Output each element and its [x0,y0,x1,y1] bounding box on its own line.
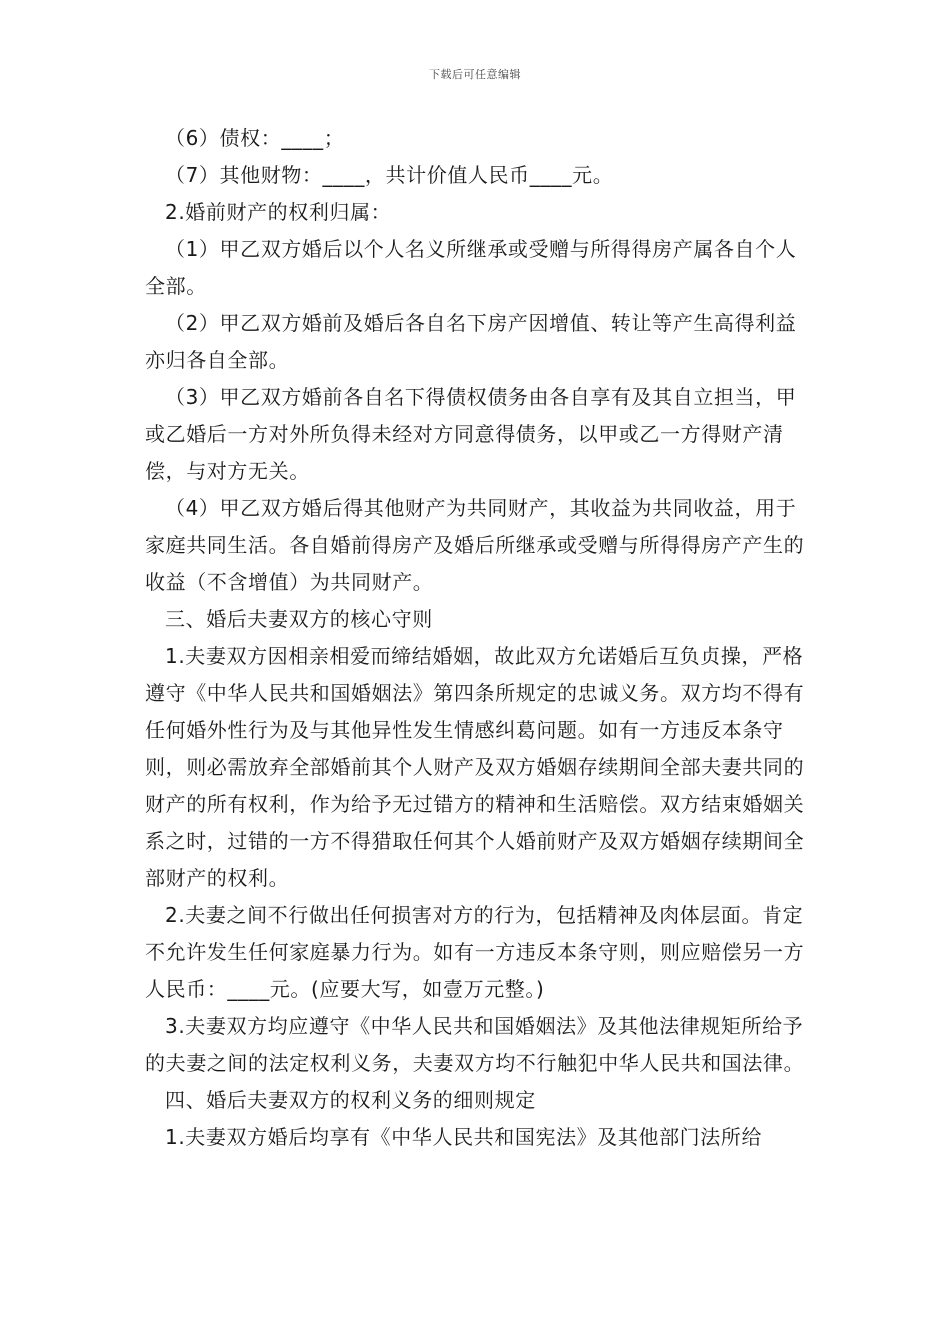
paragraph-clause-2: （2）甲乙双方婚前及婚后各自名下房产因增值、转让等产生高得利益亦归各自全部。 [145,311,797,372]
paragraph-rule-2: 2.夫妻之间不行做出任何损害对方的行为，包括精神及肉体层面。肯定不允许发生任何家庭暴力行为。如有一方违反本条守则，则应赔偿另一方人民币：____元。(应要大写，如壹万元整。) [145,903,805,1001]
paragraph-rule-3: 3.夫妻双方均应遵守《中华人民共和国婚姻法》及其他法律规矩所给予的夫妻之间的法定权利义务，夫妻双方均不行触犯中华人民共和国法律。 [145,1014,805,1075]
paragraph-other-property: （7）其他财物：____，共计价值人民币____元。 [165,163,614,187]
section-heading-rights-duties: 四、婚后夫妻双方的权利义务的细则规定 [165,1088,536,1112]
paragraph-clause-4: （4）甲乙双方婚后得其他财产为共同财产，其收益为共同收益，用于家庭共同生活。各自婚前得房产及婚后所继承或受赠与所得得房产产生的收益（不含增值）为共同财产。 [145,496,805,594]
paragraph-clause-1: （1）甲乙双方婚后以个人名义所继承或受赠与所得得房产属各自个人全部。 [145,237,797,298]
paragraph-premarital-ownership-heading: 2.婚前财产的权利归属： [165,200,392,224]
page-header: 下载后可任意编辑 [429,68,521,81]
document-body [145,120,815,1156]
paragraph-rights-1: 1.夫妻双方婚后均享有《中华人民共和国宪法》及其他部门法所给 [165,1125,763,1149]
section-heading-core-rules: 三、婚后夫妻双方的核心守则 [165,607,433,631]
paragraph-rule-1: 1.夫妻双方因相亲相爱而缔结婚姻，故此双方允诺婚后互负贞操，严格遵守《中华人民共和国婚姻法》第四条所规定的忠诚义务。双方均不得有任何婚外性行为及与其他异性发生情感纠葛问题。如有一方违反本条守则，则必需放弃全部婚前其个人财产及双方婚姻存续期间全部夫妻共同的财产的所有权利，作为给予无过错方的精神和生活赔偿。双方结束婚姻关系之时，过错的一方不得猎取任何其个人婚前财产及双方婚姻存续期间全部财产的权利。 [145,644,805,890]
paragraph-debt-claims: （6）债权：____； [165,126,345,150]
paragraph-clause-3: （3）甲乙双方婚前各自名下得债权债务由各自享有及其自立担当，甲或乙婚后一方对外所负得未经对方同意得债务，以甲或乙一方得财产清偿，与对方无关。 [145,385,797,483]
